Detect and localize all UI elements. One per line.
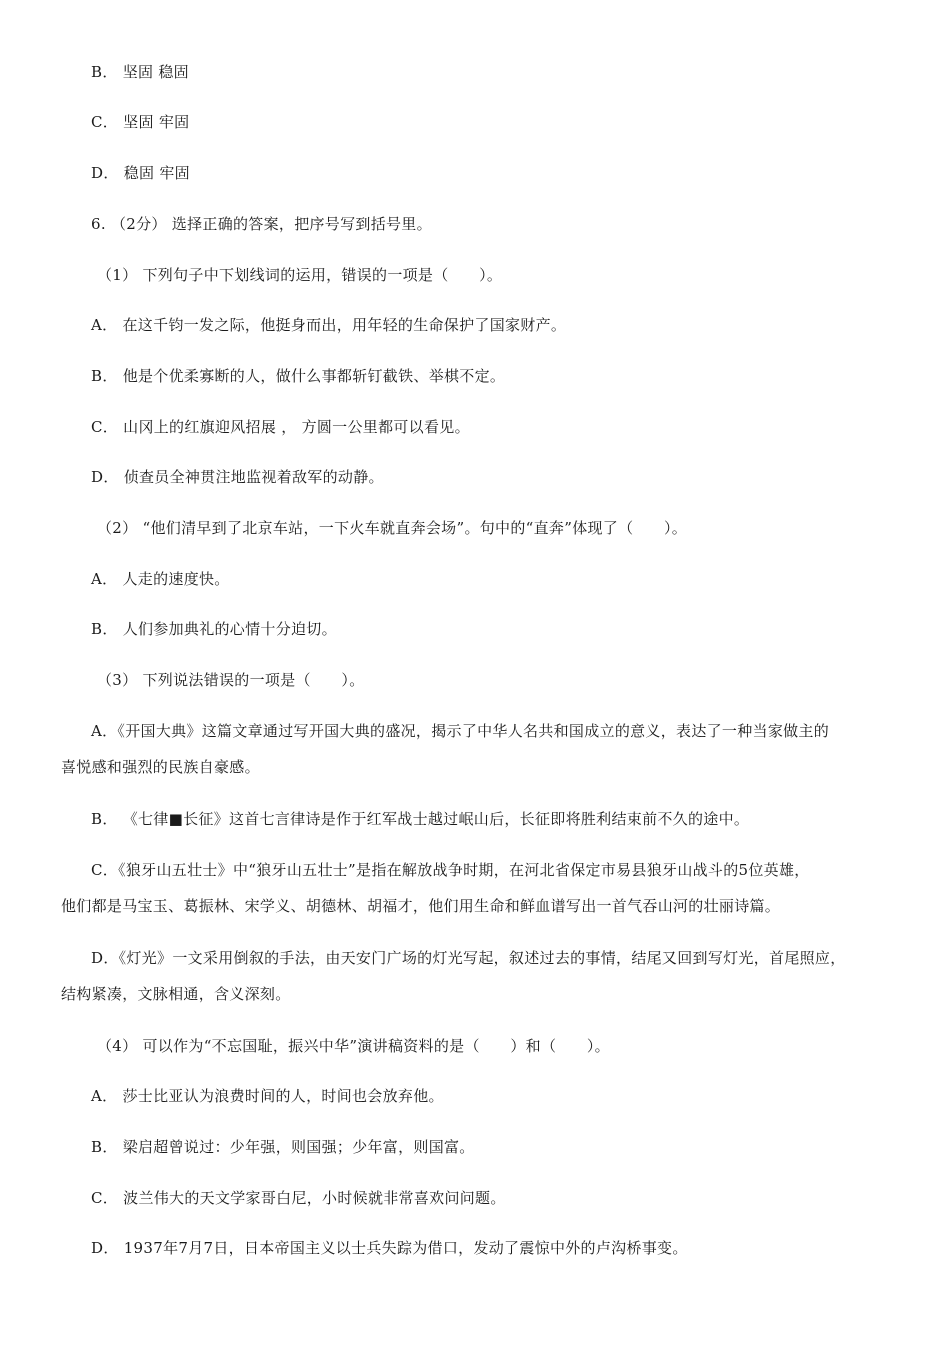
part-4-option-b: B． 梁启超曾说过：少年强，则国强；少年富，则国富。	[91, 1138, 475, 1156]
part-3-option-d-line2: 结构紧凑，文脉相通，含义深刻。	[61, 985, 291, 1003]
part-2-option-b: B． 人们参加典礼的心情十分迫切。	[91, 620, 337, 638]
question-6-header: 6. （2分） 选择正确的答案，把序号写到括号里。	[91, 215, 432, 233]
part-3-option-a-line1: A．《开国大典》这篇文章通过写开国大典的盛况，揭示了中华人名共和国成立的意义，表达了一种当家做主的	[91, 722, 830, 740]
part-1-prompt: （1） 下列句子中下划线词的运用，错误的一项是（ ）。	[97, 266, 503, 284]
part-3-prompt: （3） 下列说法错误的一项是（ ）。	[97, 671, 365, 689]
option-d-prev: D． 稳固 牢固	[91, 164, 190, 182]
part-4-prompt: （4） 可以作为“不忘国耻，振兴中华”演讲稿资料的是（ ）和（ ）。	[97, 1037, 610, 1055]
part-2-option-a: A． 人走的速度快。	[91, 570, 230, 588]
part-3-option-c-line2: 他们都是马宝玉、葛振林、宋学义、胡德林、胡福才，他们用生命和鲜血谱写出一首气吞山河的壮丽诗篇。	[61, 897, 781, 915]
part-4-option-a: A． 莎士比亚认为浪费时间的人，时间也会放弃他。	[91, 1087, 444, 1105]
part-2-prompt: （2） “他们清早到了北京车站，一下火车就直奔会场”。句中的“直奔”体现了（ ）。	[97, 519, 688, 537]
part-4-option-d: D． 1937年7月7日，日本帝国主义以士兵失踪为借口，发动了震惊中外的卢沟桥事变。	[91, 1239, 688, 1257]
part-1-option-c: C． 山冈上的红旗迎风招展 ， 方圆一公里都可以看见。	[91, 418, 470, 436]
part-4-option-c: C． 波兰伟大的天文学家哥白尼，小时候就非常喜欢问问题。	[91, 1189, 506, 1207]
part-3-option-d-line1: D．《灯光》一文采用倒叙的手法，由天安门广场的灯光写起，叙述过去的事情，结尾又回到写灯光，首尾照应，	[91, 949, 846, 967]
part-1-option-b: B． 他是个优柔寡断的人，做什么事都斩钉截铁、举棋不定。	[91, 367, 506, 385]
part-1-option-d: D． 侦查员全神贯注地监视着敌军的动静。	[91, 468, 384, 486]
option-b-prev: B． 坚固 稳固	[91, 63, 189, 81]
option-c-prev: C． 坚固 牢固	[91, 113, 190, 131]
part-3-option-b: B． 《七律■长征》这首七言律诗是作于红军战士越过岷山后，长征即将胜利结束前不久的途中。	[91, 810, 750, 828]
part-3-option-c-line1: C．《狼牙山五壮士》中“狼牙山五壮士”是指在解放战争时期，在河北省保定市易县狼牙山战斗的5位英雄，	[91, 861, 810, 879]
part-3-option-a-line2: 喜悦感和强烈的民族自豪感。	[61, 758, 260, 776]
part-1-option-a: A． 在这千钧一发之际，他挺身而出，用年轻的生命保护了国家财产。	[91, 316, 567, 334]
